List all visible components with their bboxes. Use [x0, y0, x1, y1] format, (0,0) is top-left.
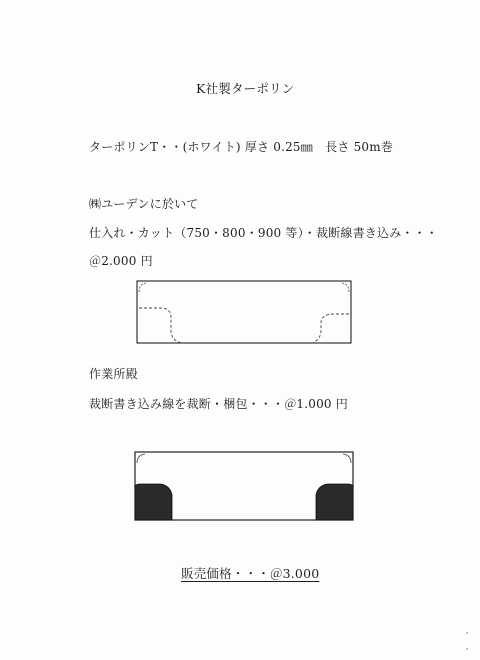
cut-line-left — [139, 308, 182, 343]
section2-detail: 裁断書き込み線を裁断・梱包・・・＠1.000 円 — [89, 397, 348, 411]
section1-detail: 仕入れ・カット（750・800・900 等）・裁断線書き込み・・・ — [89, 226, 439, 240]
sales-price-total: 販売価格・・・＠3.000 — [181, 566, 320, 581]
document-title: K社製ターポリン — [196, 81, 295, 96]
scan-speck — [466, 632, 468, 634]
cut-line-diagram — [136, 280, 352, 344]
cut-away-left — [135, 484, 172, 520]
sheet-outline — [137, 281, 351, 343]
corner-mark-right — [342, 283, 349, 292]
corner-mark-right — [343, 454, 351, 463]
section1-price: ＠2.000 円 — [89, 254, 153, 268]
corner-mark-left — [137, 454, 145, 463]
scan-speck — [466, 648, 468, 650]
cut-line-right — [312, 314, 349, 343]
cut-away-right — [316, 484, 353, 520]
corner-mark-left — [139, 283, 146, 292]
product-description: ターポリンT・・(ホワイト) 厚さ 0.25㎜ 長さ 50m巻 — [89, 140, 394, 154]
section1-heading: ㈱ユーデンに於いて — [89, 197, 199, 211]
cut-result-diagram — [134, 451, 354, 521]
section2-heading: 作業所殿 — [89, 367, 138, 381]
